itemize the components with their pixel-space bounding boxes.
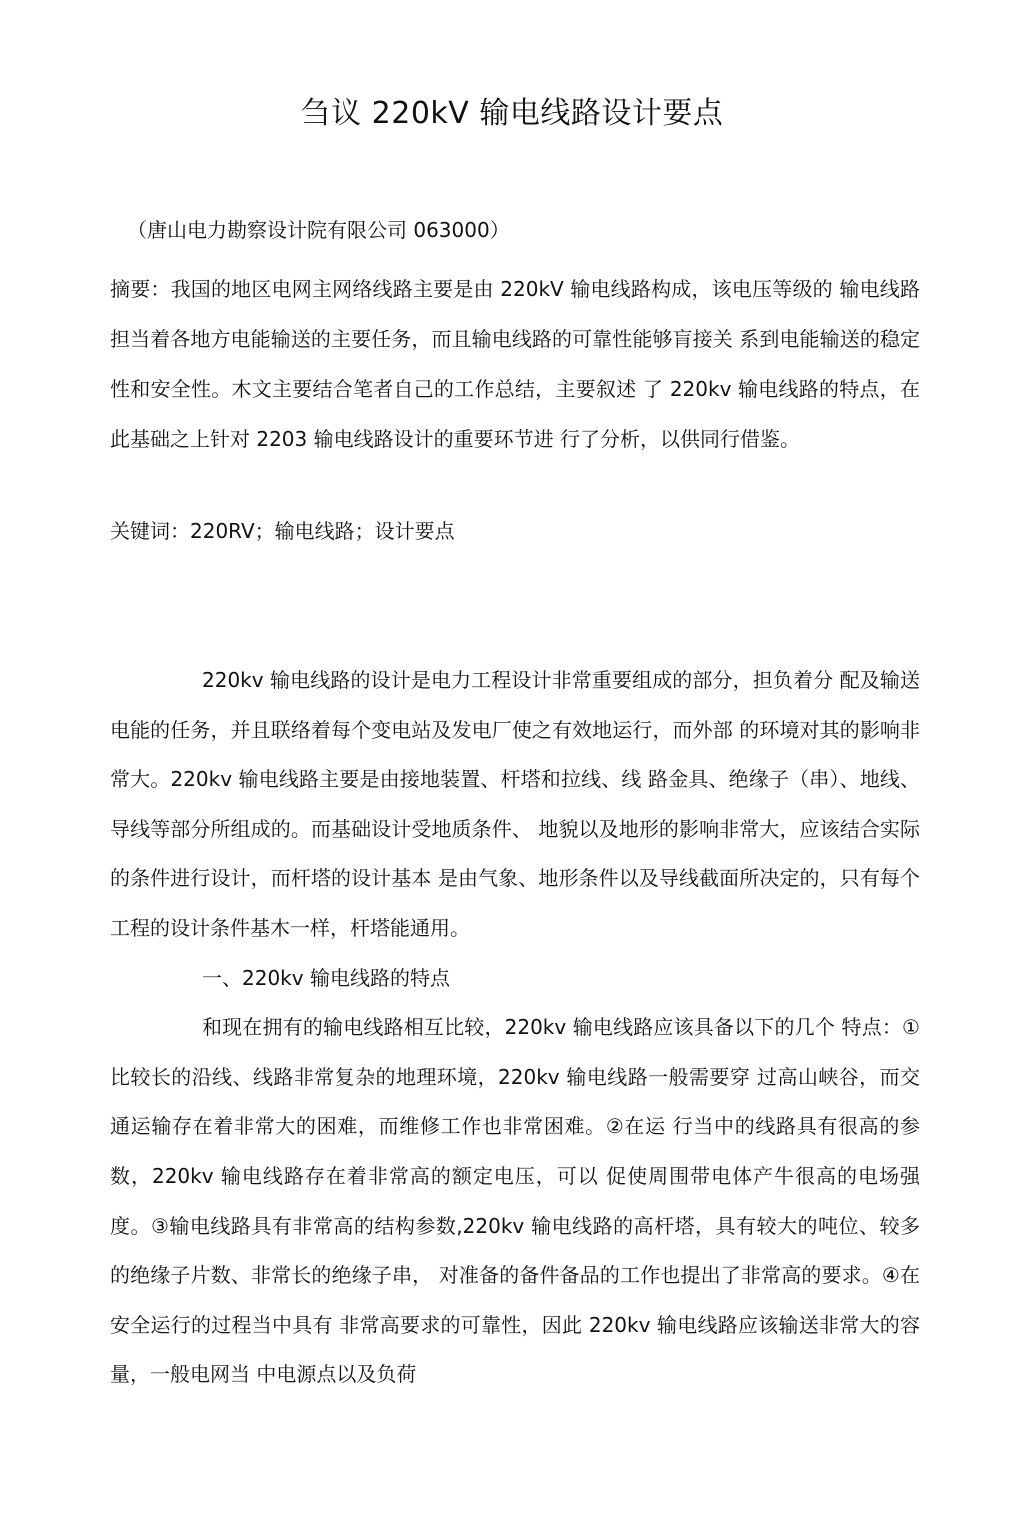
keywords: 关键词：220RV；输电线路；设计要点 <box>110 519 455 543</box>
author-affiliation: （唐山电力勘察设计院有限公司 063000） <box>127 218 510 242</box>
section-1-paragraph: 和现在拥有的输电线路相互比较，220kv 输电线路应该具备以下的几个 特点：①比较长的沿线、线路非常复杂的地理环境，220kv 输电线路一般需要穿 过高山峡谷，而交通运输存在着非常大的困难，而维修工作也非常困难。②在运 行当中的线路具有很高的参数，220kv 输电线路存在着非常高的额定电压，可以 促使周围带电体产牛很高的电场强度。③输电线路具有非常高的结构参数,220kv 输电线路的高杆塔，具有较大的吨位、较多的绝缘子片数、非常长的绝缘子串， 对准备的备件备品的工作也提出了非常高的要求。④在安全运行的过程当中具有 非常高要求的可靠性，因此 220kv 输电线路应该输送非常大的容量，一般电网当 中电源点以及负荷 <box>110 1015 920 1387</box>
document-title: 刍议 220kV 输电线路设计要点 <box>300 96 724 131</box>
section-1-heading: 一、220kv 输电线路的特点 <box>202 965 450 990</box>
body-text <box>110 656 920 1400</box>
abstract-text: 摘要：我国的地区电网主网络线路主要是由 220kV 输电线路构成，该电压等级的 输电线路担当着各地方电能输送的主要任务，而且输电线路的可靠性能够肓接关 系到电能输送的稳定性和安全性。木文主要结合笔者自己的工作总结，主要叙述 了 220kv 输电线路的特点，在此基础之上针对 2203 输电线路设计的重要环节进 行了分析，以供同行借鉴。 <box>110 277 920 451</box>
abstract-section <box>110 264 920 464</box>
intro-paragraph: 220kv 输电线路的设计是电力工程设计非常重要组成的部分，担负着分 配及输送电能的任务，并且联络着每个变电站及发电厂使之有效地运行，而外部 的环境对其的影响非常大。220kv 输电线路主要是由接地装置、杆塔和拉线、线 路金具、绝缘子（串）、地线、导线等部分所组成的。而基础设计受地质条件、 地貌以及地形的影响非常大，应该结合实际的条件进行设计，而杆塔的设计基本 是由气象、地形条件以及导线截面所决定的，只有每个工程的设计条件基木一样，杆塔能通用。 <box>110 668 920 940</box>
